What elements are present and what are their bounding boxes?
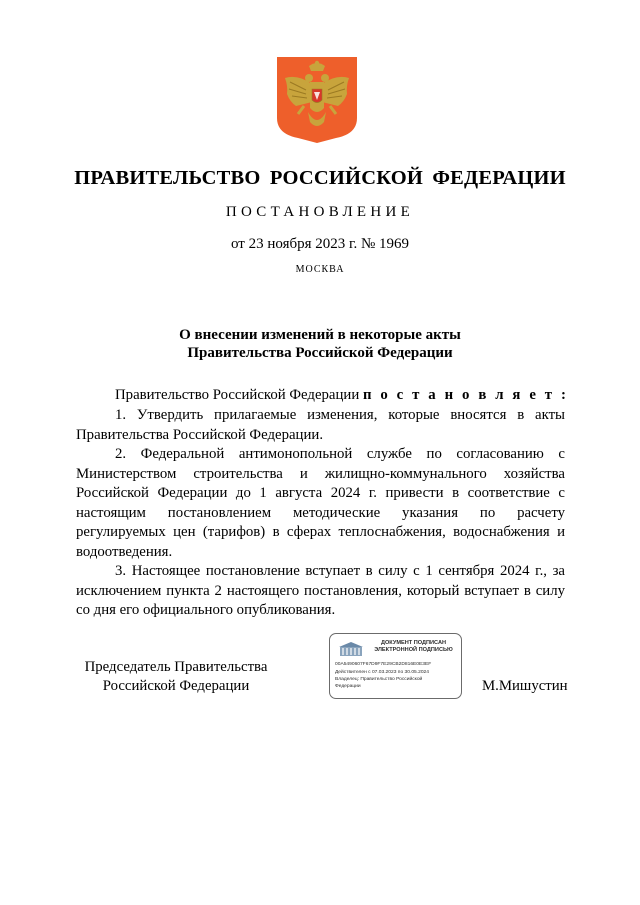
signatory-position-line-2: Российской Федерации [102, 678, 250, 694]
subject-line-2: Правительства Российской Федерации [187, 345, 453, 361]
preamble-decree: п о с т а н о в л я е т : [362, 387, 569, 403]
signatory-position-line-1: Председатель Правительства [84, 659, 268, 675]
paragraph-3-text: 3. Настоящее постановление вступает в силу с 1 сентября 2024 г., за исключением пункта 2 настоящего постановления, который вступает в силу со дня его официального опубликования. [76, 563, 565, 618]
stamp-title-line-2: ЭЛЕКТРОННОЙ ПОДПИСЬЮ [374, 647, 453, 653]
document-city: МОСКВА [295, 264, 345, 275]
government-title: ПРАВИТЕЛЬСТВО РОССИЙСКОЙ ФЕДЕРАЦИИ [74, 167, 566, 189]
stamp-title [367, 640, 460, 654]
document-date-number: от 23 ноября 2023 г. № 1969 [230, 236, 410, 252]
stamp-certificate: 00A5490607F67D9F7E29CB2D816E0E3EF [335, 662, 432, 667]
document-type: ПОСТАНОВЛЕНИЕ [225, 204, 415, 220]
preamble [115, 387, 569, 404]
signatory-position [76, 658, 276, 696]
stamp-validity: Действителен с 07.03.2023 по 30.05.2024 [335, 670, 429, 675]
paragraph-2-text: 2. Федеральной антимонопольной службе по согласованию с Министерством строительства и жилищно-коммунального хозяйства Российской Федерации до 1 августа 2024 г. привести в соответствие с настоящим постановлением методические указания по расчету регулируемых цен (тарифов) в сферах теплоснабжения, водоснабжения и водоотведения. [76, 446, 565, 560]
coat-of-arms-emblem [276, 56, 358, 144]
paragraph-1 [76, 406, 565, 445]
stamp-title-line-1: ДОКУМЕНТ ПОДПИСАН [380, 640, 447, 646]
document-subject [0, 326, 640, 362]
stamp-owner-line-2: Федерации [335, 684, 361, 689]
preamble-text: Правительство Российской Федерации [115, 387, 363, 403]
paragraph-3 [76, 562, 565, 621]
electronic-signature-stamp [329, 633, 462, 699]
paragraph-2 [76, 445, 565, 562]
paragraph-1-text: 1. Утвердить прилагаемые изменения, которые вносятся в акты Правительства Российской Федерации. [76, 407, 565, 443]
signatory-name: М.Мишустин [482, 678, 568, 694]
subject-line-1: О внесении изменений в некоторые акты [179, 327, 461, 343]
government-building-icon [336, 640, 366, 658]
stamp-owner-line-1: Владелец: Правительство Российской [335, 677, 423, 682]
